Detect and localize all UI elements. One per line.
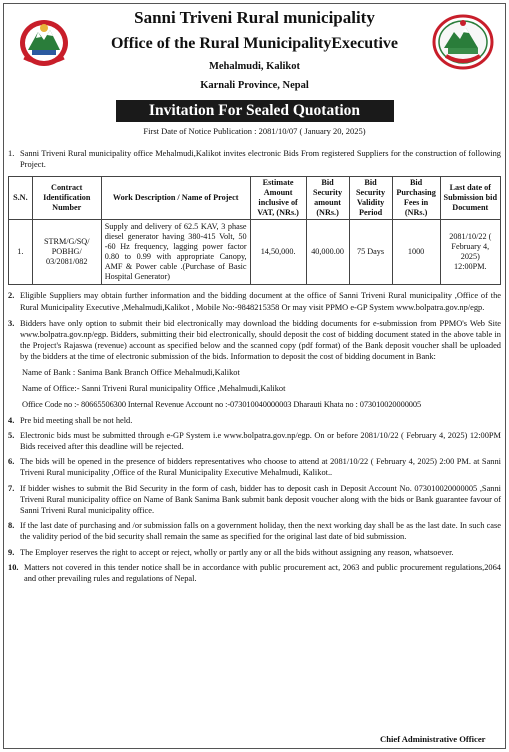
paragraph-text: Pre bid meeting shall be not held. <box>20 415 133 425</box>
col-header-estimate: Estimate Amount inclusive of VAT, (NRs.) <box>250 177 306 220</box>
office-name: Office of the Rural MunicipalityExecutive <box>110 35 399 52</box>
paragraph-number: 8. <box>8 521 15 531</box>
paragraph-5 <box>8 430 501 452</box>
notice-banner: Invitation For Sealed Quotation <box>116 100 394 122</box>
paragraph-text: Bidders have only option to submit their bid electronically may download the bidding documents for e-submission from PPMO's Web Site www.bolpatra.gov.np/egp. Bidders, submitting their bid electronically, should deposit the cost of bidding document stated in the above table in the Project's Rajaswa (revenue) account as specified below and the scanned copy (pdf format) of the Bank deposit voucher shall be uploaded by the bidders at the time of electronic submission of the bids. Information to deposit the cost of bidding document in Bank: <box>20 318 501 362</box>
paragraph-7 <box>8 483 501 517</box>
paragraph-6 <box>8 456 501 478</box>
quotation-table <box>8 176 501 285</box>
paragraph-text: If bidder wishes to submit the Bid Security in the form of cash, bidder has to deposit cash in Deposit Account No. 073010020000005 ,Sanni Triveni Rural municipality office on Name of Bank Sanima Bank submit bank deposit voucher along with the bids or Bank guarantee favour of Sanni Triveni Rural municipality office. <box>20 483 501 516</box>
bank-office: Name of Office:- Sanni Triveni Rural municipality Office ,Mehalmudi,Kalikot <box>22 383 286 393</box>
signatory-title: Chief Administrative Officer <box>380 734 486 744</box>
paragraph-text: Sanni Triveni Rural municipality office Mehalmudi,Kalikot invites electronic Bids From registered Suppliers for the construction of following Project. <box>20 149 501 170</box>
paragraph-text: If the last date of purchasing and /or submission falls on a government holiday, then the next working day shall be as the last date. In such case the validity period of the bid security shall remain the same as specified for the original last date of bid submission. <box>20 521 501 542</box>
paragraph-2 <box>8 290 501 312</box>
col-header-description: Work Description / Name of Project <box>101 177 250 220</box>
bank-info <box>22 366 501 411</box>
paragraph-number: 9. <box>8 547 15 557</box>
bank-codes: Office Code no :- 80665506300 Internal Revenue Account no :-073010040000003 Dharauti Khata no : 073010020000005 <box>22 399 422 409</box>
col-header-last-date: Last date of Submission bid Document <box>440 177 500 220</box>
cell-validity: 75 Days <box>349 220 392 285</box>
cell-fees: 1000 <box>392 220 440 285</box>
paragraph-number: 6. <box>8 457 15 467</box>
cell-sn: 1. <box>9 220 33 285</box>
col-header-contract: Contract Identification Number <box>32 177 101 220</box>
paragraph-number: 7. <box>8 483 15 493</box>
col-header-security: Bid Security amount (NRs.) <box>306 177 349 220</box>
paragraph-text: The bids will be opened in the presence of bidders representatives who choose to attend at 2081/10/22 ( February 4, 2025) 2:00 PM. at Sanni Triveni Rural municipality ,Office of the Rural Municipality Executive Mehalmudi, Kalikot.. <box>20 457 501 478</box>
paragraph-number: 4. <box>8 415 15 425</box>
paragraph-4 <box>8 415 501 426</box>
address-line-1: Mehalmudi, Kalikot <box>208 61 300 72</box>
cell-estimate: 14,50,000. <box>250 220 306 285</box>
paragraph-8 <box>8 520 501 542</box>
table-row <box>9 220 501 285</box>
paragraph-text: Eligible Suppliers may obtain further information and the bidding document at the office of Sanni Triveni Rural municipality ,Office of the Rural Municipality Executive ,Mehalmudi,Kalikot , Mobile No:-9848215358 Or may visit PPMO e-GP System www.bolpatra.gov.np/egp. <box>20 291 501 312</box>
notice-publication-date: First Date of Notice Publication : 2081/10/07 ( January 20, 2025) <box>143 126 366 136</box>
paragraph-9 <box>8 547 501 558</box>
paragraph-3 <box>8 318 501 363</box>
cell-contract: STRM/G/SQ/ POBHG/ 03/2081/082 <box>32 220 101 285</box>
paragraph-text: The Employer reserves the right to accept or reject, wholly or partly any or all the bids without assigning any reason, whatsoever. <box>20 547 454 557</box>
intro-paragraph <box>8 148 501 170</box>
cell-description: Supply and delivery of 62.5 KAV, 3 phase diesel generator having 380-415 Volt, 50 -60 Hz frequency, lagging power factor 0.80 to 0.99 with appropriate Canopy, AMF & Power cable .(Purchase of Basic Hospital Generator) <box>101 220 250 285</box>
bank-name: Name of Bank : Sanima Bank Branch Office Mehalmudi,Kalikot <box>22 367 240 377</box>
paragraph-number: 1. <box>8 149 15 158</box>
cell-last-date: 2081/10/22 ( February 4, 2025) 12:00PM. <box>440 220 500 285</box>
municipality-name: Sanni Triveni Rural municipality <box>134 8 375 27</box>
paragraph-text: Matters not covered in this tender notice shall be in accordance with public procurement act, 2063 and public procurement regulations,2064 and other prevailing rules and regulations of Nepal. <box>24 562 501 584</box>
cell-security: 40,000.00 <box>306 220 349 285</box>
address-line-2: Karnali Province, Nepal <box>200 80 309 91</box>
col-header-sn: S.N. <box>9 177 33 220</box>
paragraph-number: 2. <box>8 291 15 301</box>
paragraph-number: 3. <box>8 318 15 328</box>
paragraph-number: 5. <box>8 430 15 440</box>
notice-body <box>8 148 501 584</box>
table-header-row <box>9 177 501 220</box>
paragraph-text: Electronic bids must be submitted through e-GP System i.e www.bolpatra.gov.np/egp. On or before 2081/10/22 ( February 4, 2025) 12:00PM Bids received after this deadline will be rejected. <box>20 430 501 452</box>
paragraph-number: 10. <box>8 562 19 572</box>
col-header-fees: Bid Purchasing Fees in (NRs.) <box>392 177 440 220</box>
col-header-validity: Bid Security Validity Period <box>349 177 392 220</box>
paragraph-10 <box>8 562 501 584</box>
